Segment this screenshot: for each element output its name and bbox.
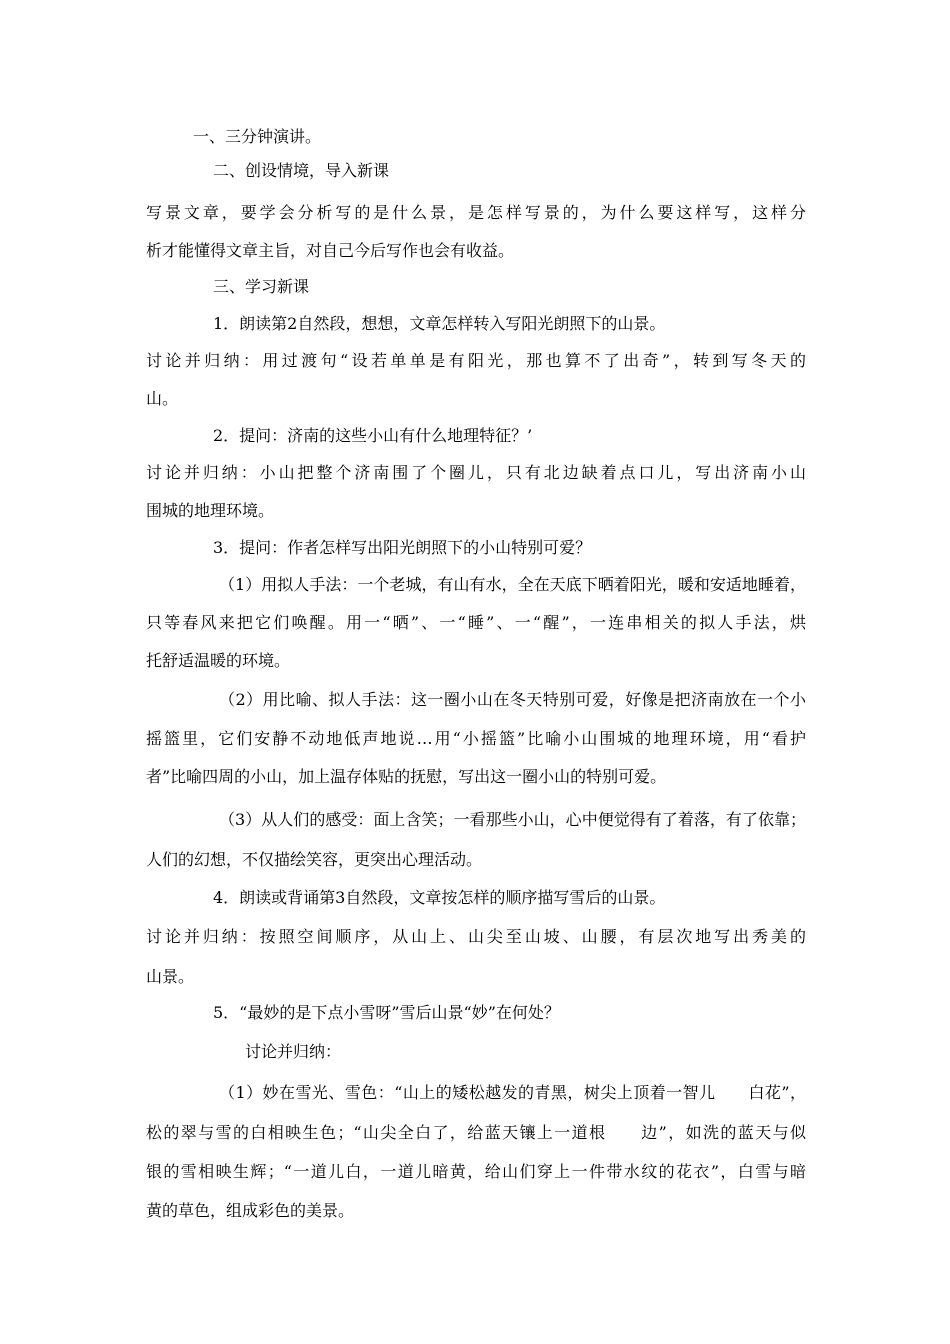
paragraph-line: 1．朗读第2自然段，想想，文章怎样转入写阳光朗照下的山景。 [213, 314, 666, 333]
paragraph-line: 托舒适温暖的环境。 [146, 651, 291, 670]
paragraph-line: 写景文章，要学会分析写的是什么景，是怎样写景的，为什么要这样写，这样分 [146, 203, 806, 222]
paragraph-line: 2．提问：济南的这些小山有什么地理特征？’ [213, 426, 533, 445]
paragraph-line: 讨论并归纳：按照空间顺序，从山上、山尖至山坡、山腰，有层次地写出秀美的 [146, 927, 806, 946]
paragraph-line: （2）用比喻、拟人手法：这一圈小山在冬天特别可爱，好像是把济南放在一个小 [219, 690, 806, 709]
paragraph-line: 讨论并归纳：用过渡句“设若单单是有阳光，那也算不了出奇”，转到写冬天的 [146, 351, 806, 370]
paragraph-line: 山。 [146, 389, 179, 408]
paragraph-line: 山景。 [146, 967, 195, 986]
paragraph-line: 讨论并归纳： [245, 1042, 342, 1061]
paragraph-line: （3）从人们的感受：面上含笑；一看那些小山，心中便觉得有了着落，有了依靠； [219, 810, 806, 829]
paragraph-line: 黄的草色，组成彩色的美景。 [146, 1201, 355, 1220]
paragraph-line: （1）用拟人手法：一个老城，有山有水，全在天底下晒着阳光，暖和安适地睡着， [219, 575, 806, 594]
paragraph-line: 围城的地理环境。 [146, 501, 275, 520]
section-heading: 二、创设情境，导入新课 [213, 161, 390, 180]
paragraph-line: 4．朗读或背诵第3自然段，文章按怎样的顺序描写雪后的山景。 [213, 888, 666, 907]
paragraph-line: 析才能懂得文章主旨，对自己今后写作也会有收益。 [146, 241, 515, 260]
paragraph-line: 摇篮里，它们安静不动地低声地说…用“小摇篮”比喻小山围城的地理环境，用“看护 [146, 729, 806, 748]
paragraph-line: 银的雪相映生辉；“一道儿白，一道儿暗黄，给山们穿上一件带水纹的花衣”，白雪与暗 [146, 1162, 806, 1181]
paragraph-line: 松的翠与雪的白相映生色；“山尖全白了，给蓝天镶上一道根 边”，如洗的蓝天与似 [146, 1123, 806, 1142]
paragraph-line: 讨论并归纳：小山把整个济南围了个圈儿，只有北边缺着点口儿，写出济南小山 [146, 463, 806, 482]
paragraph-line: 人们的幻想，不仅描绘笑容，更突出心理活动。 [146, 850, 483, 869]
section-heading: 三、学习新课 [213, 277, 310, 296]
paragraph-line: 者”比喻四周的小山，加上温存体贴的抚慰，写出这一圈小山的特别可爱。 [146, 767, 667, 786]
paragraph-line: 只等春风来把它们唤醒。用一“晒”、一“睡”、一“醒”，一连串相关的拟人手法，烘 [146, 613, 806, 632]
paragraph-line: （1）妙在雪光、雪色：“山上的矮松越发的青黑，树尖上顶着一智儿 白花”， [219, 1083, 806, 1102]
section-heading: 一、三分钟演讲。 [193, 127, 322, 146]
paragraph-line: 3．提问：作者怎样写出阳光朗照下的小山特别可爱？ [213, 538, 592, 557]
paragraph-line: 5．“最妙的是下点小雪呀”雪后山景“妙”在何处？ [213, 1003, 560, 1022]
